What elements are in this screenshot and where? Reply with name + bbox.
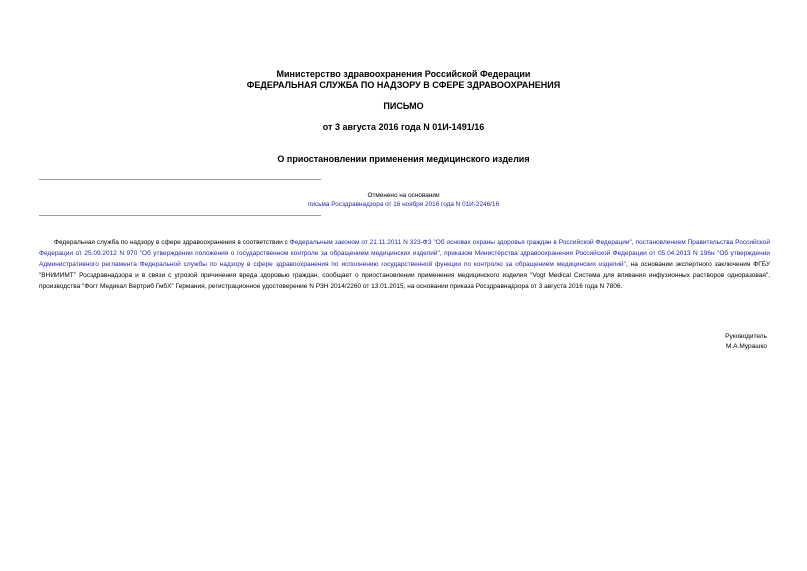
body-text: Федеральная служба по надзору в сфере здравоохранения в соответствии с bbox=[54, 239, 290, 246]
document-date-number: от 3 августа 2016 года N 01И-1491/16 bbox=[322, 122, 485, 132]
divider-bottom bbox=[39, 215, 321, 216]
order-link[interactable]: приказом Министерства здравоохранения Российской Федерации от 05.04.2013 N 196н "Об утверждении Административного регламента Федеральной службы по надзору в сфере здравоохранения по исполнению государственной функции по контролю за обращением медицинских изделий" bbox=[39, 249, 770, 268]
resolution-link[interactable]: постановлением Правительства Российской Федерации от 25.09.2012 N 970 "Об утверждении положения о государственном контроле за обращением медицинских изделий" bbox=[39, 239, 770, 257]
body-text: , bbox=[439, 249, 445, 257]
document-type: ПИСЬМО bbox=[383, 101, 424, 111]
cancellation-link[interactable]: письма Росздравнадзора от 16 ноября 2016 года N 01И-2246/16 bbox=[307, 201, 500, 208]
cancellation-line bbox=[0, 200, 807, 209]
cancellation-note: Отменено на основании bbox=[367, 192, 440, 199]
divider-top bbox=[39, 179, 321, 180]
service-name: ФЕДЕРАЛЬНАЯ СЛУЖБА ПО НАДЗОРУ В СФЕРЕ ЗДРАВООХРАНЕНИЯ bbox=[246, 80, 561, 90]
body-paragraph bbox=[39, 238, 770, 293]
law-link[interactable]: Федеральным законом от 21.11.2011 N 323-ФЗ "Об основах охраны здоровья граждан в Российской Федерации" bbox=[289, 239, 632, 246]
ministry-name: Министерство здравоохранения Российской Федерации bbox=[276, 69, 531, 79]
document-subject: О приостановлении применения медицинского изделия bbox=[277, 154, 530, 164]
signatory-title: Руководитель bbox=[725, 333, 767, 340]
signatory-name: М.А.Мурашко bbox=[725, 343, 767, 350]
body-text: , bbox=[631, 239, 636, 246]
body-text: , на основании экспертного заключения ФГБУ "ВНИИИМТ" Росздравнадзора и в связи с угрозой причинения вреда здоровью граждан, сообщает о приостановлении применения медицинского изделия "Vogt Medical Система для вливания инфузионных растворов одноразовая", производства "Фогт Медикал Вертриб ГмбХ" Германия, регистрационное удостоверение N РЗН 2014/2260 от 13.01.2015, на основании приказа Росздравнадзора от 3 августа 2016 года N 7806. bbox=[39, 260, 770, 290]
